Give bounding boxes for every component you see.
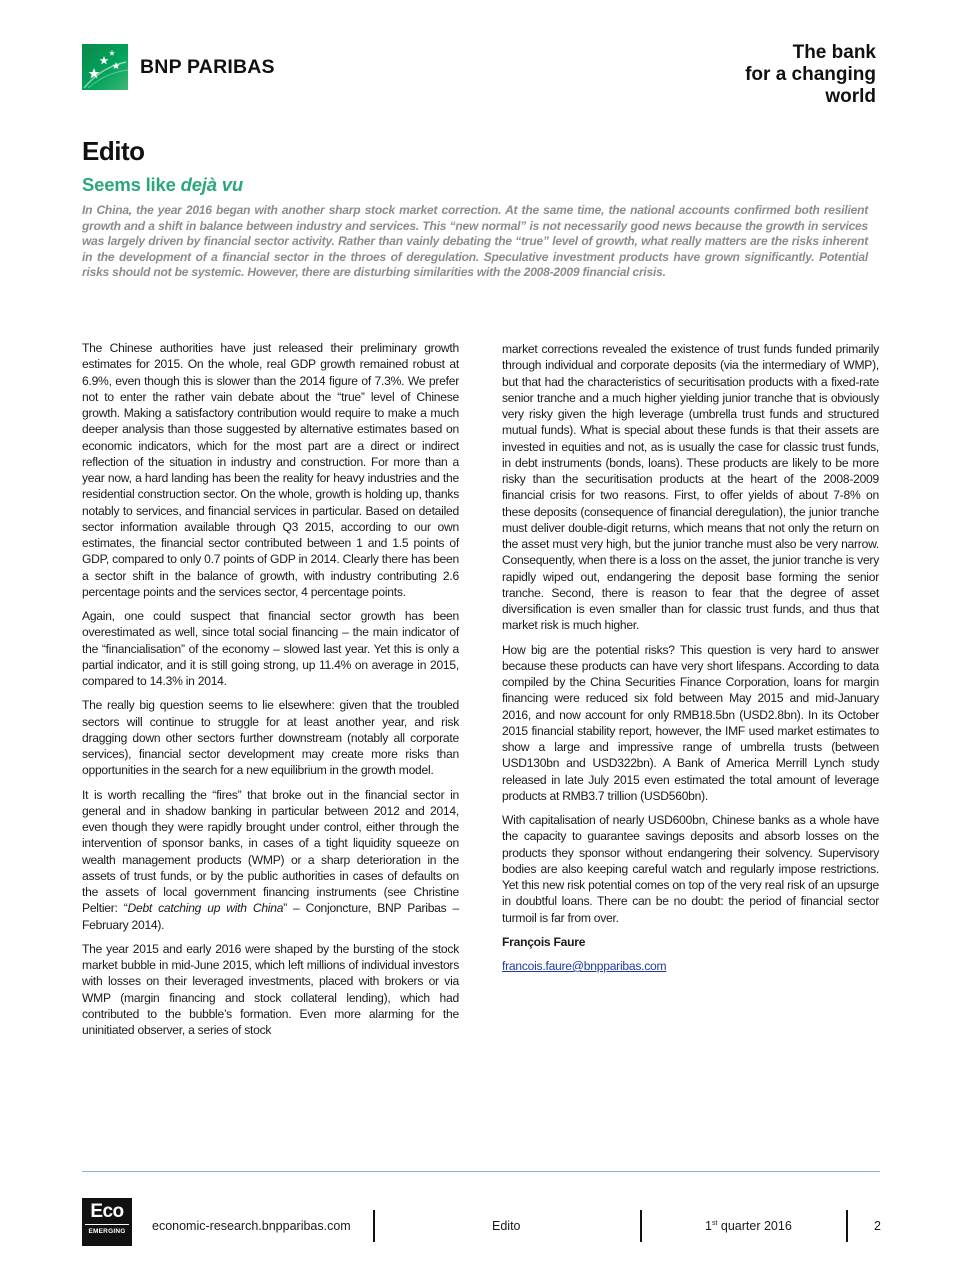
badge-title: Eco xyxy=(90,1201,124,1222)
footer-divider xyxy=(82,1171,880,1172)
footer-date xyxy=(705,1219,792,1233)
brand-tagline xyxy=(745,42,876,108)
author-name: François Faure xyxy=(502,934,586,949)
paragraph: market corrections revealed the existence of trust funds funded primarily through individual and corporate deposits (via the intermediary of WMP), but that had the characteristics of securitisation products with a fixed-rate senior tranche and a much higher yielding junior tranche that is obviously very risky given the high leverage (umbrella trust funds and structured mutual funds). What is special about these funds is that their assets are invested in equities and not, as is usually the case for classic trust funds, in debt instruments (bonds, loans). These products are likely to be more risky than the securitisation products at the heart of the 2008-2009 financial crisis for two reasons. First, to offer yields of about 7-8% on these deposits (consequence of financial deregulation), the junior tranche must deliver double-digit returns, which means that not only the return on the asset must very high, but the junior tranche must also be very narrow. Consequently, when there is a loss on the asset, the junior tranche is very rapidly wiped out, endangering the deposit base forming the senior tranche. Second, there is reason to fear that the degree of asset diversification is even smaller than for classic trust funds, and thus that market risk is much higher. xyxy=(502,342,879,633)
subtitle-emphasis: dejà vu xyxy=(180,174,243,195)
paragraph: The year 2015 and early 2016 were shaped by the bursting of the stock market bubble in mid-June 2015, which left millions of individual investors with losses on their leveraged investments, placed with brokers or via WMP (margin financing and stock collateral lending), which had contributed to the bubble’s formation. Even more alarming for the uninitiated observer, a series of stock xyxy=(82,941,459,1037)
page-subtitle xyxy=(82,174,243,196)
right-column xyxy=(502,341,879,974)
tagline-line: for a changing xyxy=(745,64,876,85)
footer-section: Edito xyxy=(492,1219,521,1233)
footer-separator xyxy=(846,1210,848,1242)
date-day: 1 xyxy=(705,1219,712,1233)
cited-title: Debt catching up with China xyxy=(127,901,284,916)
footer-separator xyxy=(640,1210,642,1242)
date-rest: quarter 2016 xyxy=(717,1219,792,1233)
tagline-line: The bank xyxy=(792,42,876,63)
subtitle-prefix: Seems like xyxy=(82,174,181,195)
paragraph-text: ” – Conjoncture, BNP Paribas – February 2014). xyxy=(82,901,459,932)
footer-url: economic-research.bnpparibas.com xyxy=(152,1219,351,1233)
eco-emerging-badge xyxy=(82,1198,132,1246)
paragraph: With capitalisation of nearly USD600bn, Chinese banks as a whole have the capacity to guarantee savings deposits and absorb losses on the products they sponsor without endangering their solvency. Supervisory bodies are also keeping careful watch and regularly impose restrictions. Yet this new risk potential comes on top of the very real risk of an upsurge in doubtful loans. There can be no doubt: the period of financial sector turmoil is far from over. xyxy=(502,813,879,925)
paragraph: Again, one could suspect that financial sector growth has been overestimated as well, since total social financing – the main indicator of the “financialisation” of the economy – slowed last year. Yet this is only a partial indicator, and it is still going strong, up 11.4% on average in 2015, compared to 14.3% in 2014. xyxy=(82,609,459,688)
page-number: 2 xyxy=(874,1219,881,1233)
paragraph xyxy=(82,787,459,933)
intro-summary: In China, the year 2016 began with another sharp stock market correction. At the same time, the national accounts confirmed both resilient growth and a shift in balance between industry and services. This “new normal” is not necessarily good news because the growth in services was largely driven by financial sector activity. Rather than vainly debating the “true” level of growth, what really matters are the risks inherent in the development of a financial sector in the throes of deregulation. Speculative investment products have grown significantly. Potential risks should not be systemic. However, there are disturbing similarities with the 2008-2009 financial crisis. xyxy=(82,203,868,280)
left-column xyxy=(82,340,459,1046)
paragraph: The really big question seems to lie elsewhere: given that the troubled sectors will continue to struggle for at least another year, and risk dragging down other sectors further downstream (notably all corporate services), financial sector development may create more risks than opportunities in the search for a new equilibrium in the growth model. xyxy=(82,698,459,778)
badge-subtitle: EMERGING xyxy=(85,1224,129,1237)
paragraph: The Chinese authorities have just released their preliminary growth estimates for 2015. On the whole, real GDP growth remained robust at 6.9%, even though this is slower than the 2014 figure of 7.3%. We prefer not to enter the rather vain debate about the “true” level of Chinese growth. Making a satisfactory contribution would require to make a much deeper analysis than those suggested by alternative estimates based on economic indicators, which for the most part are a direct or indirect reflection of the situation in industry and construction. For more than a year now, a hard landing has been the reality for heavy industries and the residential construction sector. On the whole, growth is holding up, thanks notably to services, and financial services in particular. Based on detailed sector information available through Q3 2015, according to our own estimates, the financial sector contributed between 1 and 1.5 points of GDP, compared to only 0.7 points of GDP in 2014. Clearly there has been a sector shift in the balance of growth, with industry contributing 2.6 percentage points and the services sector, 4 percentage points. xyxy=(82,341,459,599)
author-email-link[interactable]: francois.faure@bnpparibas.com xyxy=(502,959,667,973)
paragraph: How big are the potential risks? This question is very hard to answer because these products can have very short lifespans. According to data compiled by the China Securities Finance Corporation, loans for margin financing were reduced six fold between May 2015 and mid-January 2016, and now account for only RMB18.5bn (USD2.8bn). In its October 2015 financial stability report, however, the IMF used market estimates to show a large and impressive range of umbrella trusts (between USD130bn and USD322bn). A Bank of America Merrill Lynch study released in late July 2015 even estimated the total amount of leverage products at RMB3.7 trillion (USD560bn). xyxy=(502,642,879,803)
paragraph-text: It is worth recalling the “fires” that broke out in the financial sector in general and in shadow banking in particular between 2012 and 2014, even though they were rapidly brought under control, either through the intervention of sponsor banks, in cases of a tight liquidity squeeze on wealth management products (WMP) or a sharp deterioration in the assets of trust funds, or by the public authorities in cases of defaults on the assets of local government financing instruments (see Christine Peltier: “ xyxy=(82,787,459,916)
brand-name: BNP PARIBAS xyxy=(140,55,275,78)
footer-separator xyxy=(373,1210,375,1242)
date-ordinal: st xyxy=(711,1220,718,1227)
bnp-paribas-stars-icon xyxy=(82,44,128,90)
page-title: Edito xyxy=(82,136,145,166)
bnp-paribas-logo xyxy=(82,44,312,90)
tagline-line: world xyxy=(825,86,876,107)
